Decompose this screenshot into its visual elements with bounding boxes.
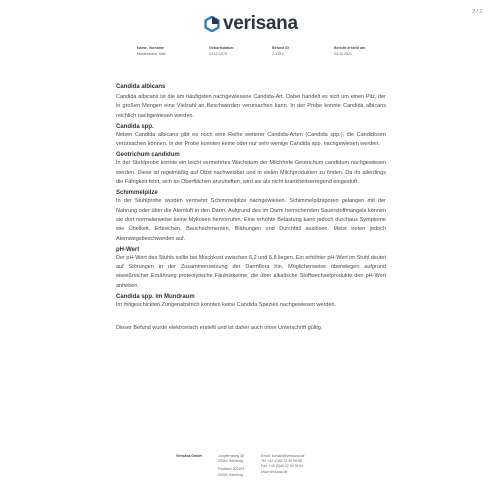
section-text: In der Stuhlprobe wurden vermehrt Schimmelpilze nachgewiesen. Schimmelpilzsporen gelangen mit der Nahrung oder über die Atemluft in den Darm. Aufgrund des im Darm herrschenden Sauerstoffmangels können sie dort normalerweise keine Mykosen hervorrufen. Eine erhöhte Belastung kann jedoch durchaus Symptome wie Übelkeit, Erbrechen, Bauchschmerzen, Blähungen und Durchfall auslösen. Meist treten jedoch Atemwegsbeschwerden auf. — [116, 198, 386, 242]
section-text: In der Stuhlprobe konnte ein leicht vermehrtes Wachstum der Milchhefe Geotrichum candidum nachgewiesen werden. Diese ist regelmäßig auf Obst nachweisbar und in vielen Milchprodukten zu finden. Da ihr allerdings die Fähigkeit fehlt, sich an Oberflächen anzuheften, wird sie als nicht krankheitserregend eingestuft. — [116, 160, 386, 186]
section-ph-wert — [116, 246, 386, 291]
section-text: Im mitgeschickten Zungenabstrich konnten keine Candida Spezies nachgewiesen werden. — [116, 302, 337, 309]
footer-phone: Tel: +49 (0)40 22 99 99 68 — [261, 459, 302, 464]
footer-company: Verisana GmbH — [176, 454, 202, 458]
section-text: Der pH-Wert des Stuhls sollte bei Mischkost zwischen 6,2 und 6,8 liegen. Ein erhöhter pH-Wert im Stuhl deutet auf Störungen in der Zusammensetzung der Darmflora hin. Möglicherweise überwiegen aufgrund eiweißreicher Ernährung proteolytische Fäulniskeime, die über alkalische Stoffwechselprodukte den pH-Wert anheben. — [116, 254, 386, 289]
footer — [176, 454, 321, 478]
section-title: Candida spp. — [116, 123, 154, 130]
verisana-logo — [204, 14, 298, 33]
section-title: Candida spp. im Mundraum — [116, 294, 195, 301]
footer-address: Jungfernstieg 38 20354 Hamburg Postfach 301103 20304 Hamburg — [218, 454, 245, 477]
section-schimmelpilze — [116, 189, 386, 243]
footer-fax: Fax: +49 (0)40 22 99 99 69 — [261, 464, 304, 469]
section-text: Candida albicans ist die am häufigsten nachgewiesene Candida-Art. Dabei handelt es sich um einen Pilz, der in großen Mengen eine Vielzahl an Beschwerden verursachen kann. In der Probe konnte Candida albicans reichlich nachgewiesen werden. — [116, 94, 386, 119]
meta-report-date: Bericht erstellt am 04.10.2021 — [334, 46, 366, 56]
section-title: Candida albicans — [116, 84, 166, 90]
meta-name: Name, Vorname Mustermann, Max — [137, 46, 166, 56]
footer-website: www.verisana.de — [261, 469, 288, 474]
footer-contact — [261, 454, 321, 478]
section-candida-albicans — [116, 83, 386, 121]
footer-email: Email: kontakt@verisana.de — [261, 454, 305, 458]
report-body — [116, 83, 386, 333]
hexagon-logo-icon — [204, 16, 220, 32]
section-title: Geotrichum candidum — [116, 152, 180, 159]
section-geotrichum — [116, 151, 386, 187]
section-candida-spp — [116, 123, 386, 150]
closing-note: Dieser Befund wurde elektronisch erstellt und ist daher auch ohne Unterschrift gültig. — [116, 325, 323, 332]
section-text: Neben Candida albicans gibt es noch eine Reihe weiterer Candida-Arten (Candida spp.), die Candidosen verursachen können. In der Probe konnten keine oder nur sehr wenige Candida spp. nachgewiesen werden. — [116, 131, 386, 148]
patient-meta — [137, 45, 394, 57]
section-title: Schimmelpilze — [116, 190, 158, 197]
meta-report-id: Befund ID 2-X312 — [272, 46, 289, 56]
section-title: pH-Wert — [116, 246, 140, 253]
section-mundraum — [116, 293, 386, 310]
page-number: 2 / 2 — [472, 9, 482, 15]
brand-name: verisana — [223, 13, 298, 34]
meta-birthdate: Geburtsdatum 01.12.1970 — [209, 46, 234, 56]
